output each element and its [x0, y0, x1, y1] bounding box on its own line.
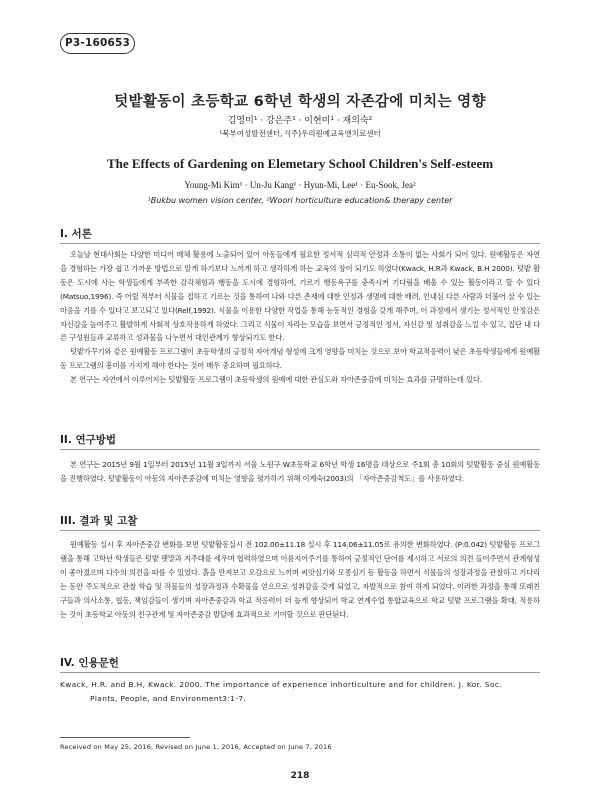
methods-body [60, 458, 540, 486]
results-body [60, 538, 540, 621]
korean-affiliations: ¹북부여성발전센터, ²(주)우리원예교육앤치료센터 [219, 129, 381, 138]
english-affiliations: ¹Bukbu women vision center, ²Woori horticulture education& therapy center [147, 196, 453, 205]
page-number: 218 [290, 771, 310, 781]
methods-paragraph: 본 연구는 2015년 9월 1일부터 2015년 11월 3일까지 서울 노원구 W초등학교 6학년 학생 16명을 대상으로 주1회 총 10회의 텃밭활동 중심 원예활동을 진행하였다. 텃밭활동이 아동의 자아존중감에 미치는 영향을 평가하기 위해 이계숙(2003)의 「자아존중감척도」를 사용하였다. [60, 460, 540, 483]
reference-line: Kwack, H.R. and B.H, Kwack. 2000. The importance of experience inhorticulture and for children. J. Kor. Soc. [60, 680, 503, 689]
section-heading-results [60, 513, 137, 528]
korean-title: 텃밭활동이 초등학교 6학년 학생의 자존감에 미치는 영향 [114, 94, 486, 110]
paper-id-badge: P3-160653 [60, 33, 135, 54]
intro-paragraph: 본 연구는 자연에서 이루어지는 텃밭활동 프로그램이 초등학생의 원예에 대한 관심도와 자아존중감에 미치는 효과를 규명하는데 있다. [70, 375, 482, 385]
english-title: The Effects of Gardening on Elemetary School Children's Self-esteem [106, 156, 494, 171]
english-authors: Young-Mi Kim¹ · Un-Ju Kang¹ · Hyun-Mi, Lee¹ · Eu-Sook, Jea² [184, 180, 416, 190]
section-divider [60, 530, 540, 531]
intro-heading-text: I. 서론 [60, 228, 92, 240]
intro-paragraph: 텃밭가꾸기와 같은 원예활동 프로그램이 초등학생의 긍정적 자아개념 형성에 크게 영향을 미치는 것으로 보아 학교적응력이 낮은 초등학생들에게 원예활동 프로그램의 흥미를 가지게 해야 한다는 것이 매우 중요하며 필요하다. [60, 347, 540, 371]
references-heading-text: IV. 인용문헌 [60, 657, 119, 669]
section-heading-methods [60, 432, 116, 447]
intro-body [60, 248, 540, 387]
section-heading-references [60, 655, 119, 670]
reference-entry [60, 678, 540, 706]
results-paragraph: 원예활동 실시 후 자아존중감 변화를 보면 텃밭활동실시 전 102.00±11.18 실시 후 114.06±11.05로 유의한 변화하였다. (P:0.042) 텃밭활동 프로그램을 통해 고학년 학생들은 텃밭 팻말과 지주대를 세우며 협력하였으며 이름지어주기를 통하여 긍정적인 단어를 제시하고 서로의 의견 들어주면서 관계형성이 좋아졌으며 다수의 의견을 따를 수 있었다. 흙을 만져보고 오감으로 느끼며 씨앗심기와 모종심기 등 활동을 하면서 식물들의 성장과정을 관찰하고 기다리는 동안 주도적으로 관찰 학습 및 작물들의 성장과정과 수확물을 얻으므로 성취감을 갖게 되었고, 자발적으로 참여 하게 되었다. 이러한 과정을 통해 또래친구들과 의사소통, 협동, 책임감들이 생기며 자아존중감과 학교 적응력이 더 높게 향상되어 학교 연계수업 통합교육으로 학교 텃밭 프로그램을 확대, 적용하는 것이 초등학교 아동의 친구관계 및 자아존중감 발달에 효과적으로 기여할 것으로 판단된다. [60, 540, 540, 619]
reference-line: Plants, People, and Environment3:1-7. [90, 694, 247, 703]
section-divider [60, 672, 540, 673]
section-heading-intro [60, 226, 92, 241]
intro-paragraph: 오늘날 현대사회는 다양한 미디어 매체 활용에 노출되어 있어 아동들에게 필요한 정서적 심리적 안정과 소통이 없는 사회가 되어 있다. 원예활동은 자연을 경험하는 가장 쉽고 가까운 방법으로 알게 하기보다 느끼게 하고 생각하게 하는 교육의 장이 되기도 하였다(Kwack, H.R과 Kwack, B.H 2000). 텃밭 활동은 도시에 사는 학생들에게 부족한 감각체험과 행동을 도시에 경험하여, 기르기 행동욕구를 충족시켜 기다림을 배울 수 있는 활동이라고 할 수 있다(Matsuo,1996). 즉 어릴 적부터 식물을 접하고 기르는 것을 통하여 나와 다른 존재에 대한 인정과 생명에 대한 배려, 인내심 다른 사람과 더불어 살 수 있는 마음을 기를 수 있다고 보고되고 있다(Relf,1992). 식물을 이용한 다양한 작업을 통해 능동적인 경험을 갖게 해주며, 이 과정에서 생기는 정서적인 안정감은 자신감을 높여주고 활발하게 사회적 상호작용하게 하였다. 그리고 식물이 자라는 모습을 보면서 긍정적인 정서, 자신감 및 성취감을 느낄 수 있고, 집단 내 다른 구성원들과 교류하고 성과물을 나누면서 대인관계가 향상되기도 한다. [60, 250, 540, 343]
results-heading-text: III. 결과 및 고찰 [60, 515, 138, 527]
footnote-divider [60, 737, 190, 738]
section-divider [60, 243, 540, 244]
methods-heading-text: II. 연구방법 [60, 434, 117, 446]
received-dates-footnote: Received on May 25, 2016, Revised on June 1, 2016, Accepted on June 7, 2016 [60, 743, 332, 751]
korean-authors: 김영미¹ · 강은주¹ · 이현미¹ · 재의숙² [227, 116, 373, 126]
section-divider [60, 449, 540, 450]
